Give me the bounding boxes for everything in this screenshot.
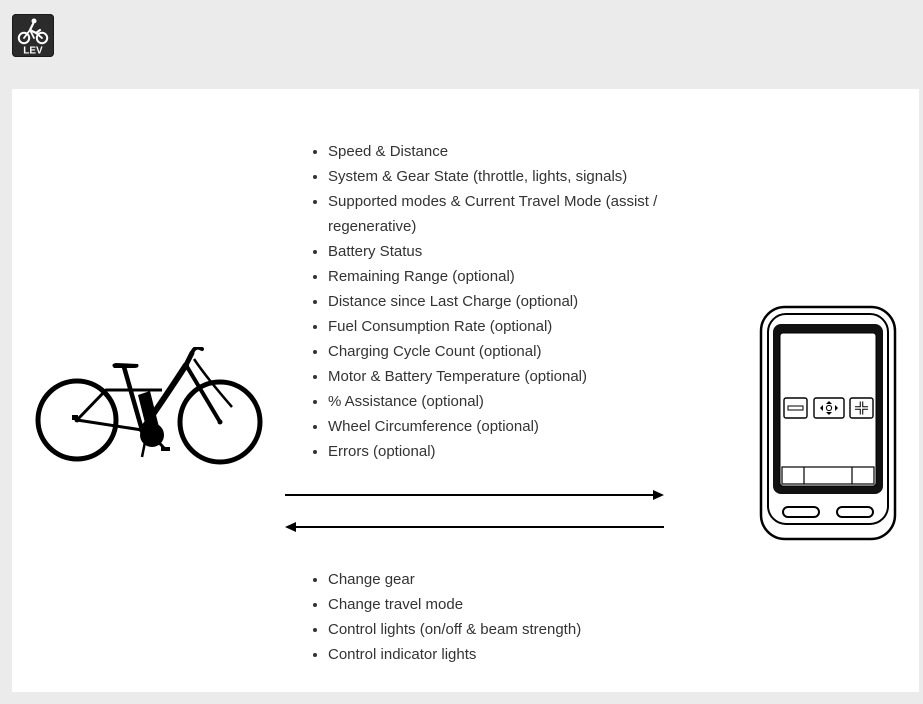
e-bike-illustration [34, 347, 274, 471]
list-item: • Charging Cycle Count (optional) [328, 339, 693, 364]
content-panel [12, 89, 919, 692]
list-item: • Control indicator lights [328, 642, 693, 667]
list-item: • Motor & Battery Temperature (optional) [328, 364, 693, 389]
list-item: • Speed & Distance [328, 139, 693, 164]
lev-icon [12, 14, 54, 57]
bike-computer-device [759, 305, 897, 541]
lev-label: LEV [23, 45, 43, 57]
list-item: • System & Gear State (throttle, lights, signals) [328, 164, 693, 189]
list-item: • Supported modes & Current Travel Mode (assist / regenerative) [328, 189, 693, 239]
list-item: • Change travel mode [328, 592, 693, 617]
data-sent-list [307, 139, 693, 464]
list-item: • % Assistance (optional) [328, 389, 693, 414]
list-item: • Control lights (on/off & beam strength) [328, 617, 693, 642]
list-item: • Battery Status [328, 239, 693, 264]
arrow-right [285, 490, 664, 500]
list-item: • Distance since Last Charge (optional) [328, 289, 693, 314]
list-item: • Change gear [328, 567, 693, 592]
data-flow-arrows [284, 486, 666, 532]
list-item: • Remaining Range (optional) [328, 264, 693, 289]
commands-list [307, 567, 693, 667]
list-item: • Errors (optional) [328, 439, 693, 464]
lev-bike-icon [12, 14, 54, 57]
arrow-left [285, 522, 664, 532]
list-item: • Fuel Consumption Rate (optional) [328, 314, 693, 339]
list-item: • Wheel Circumference (optional) [328, 414, 693, 439]
